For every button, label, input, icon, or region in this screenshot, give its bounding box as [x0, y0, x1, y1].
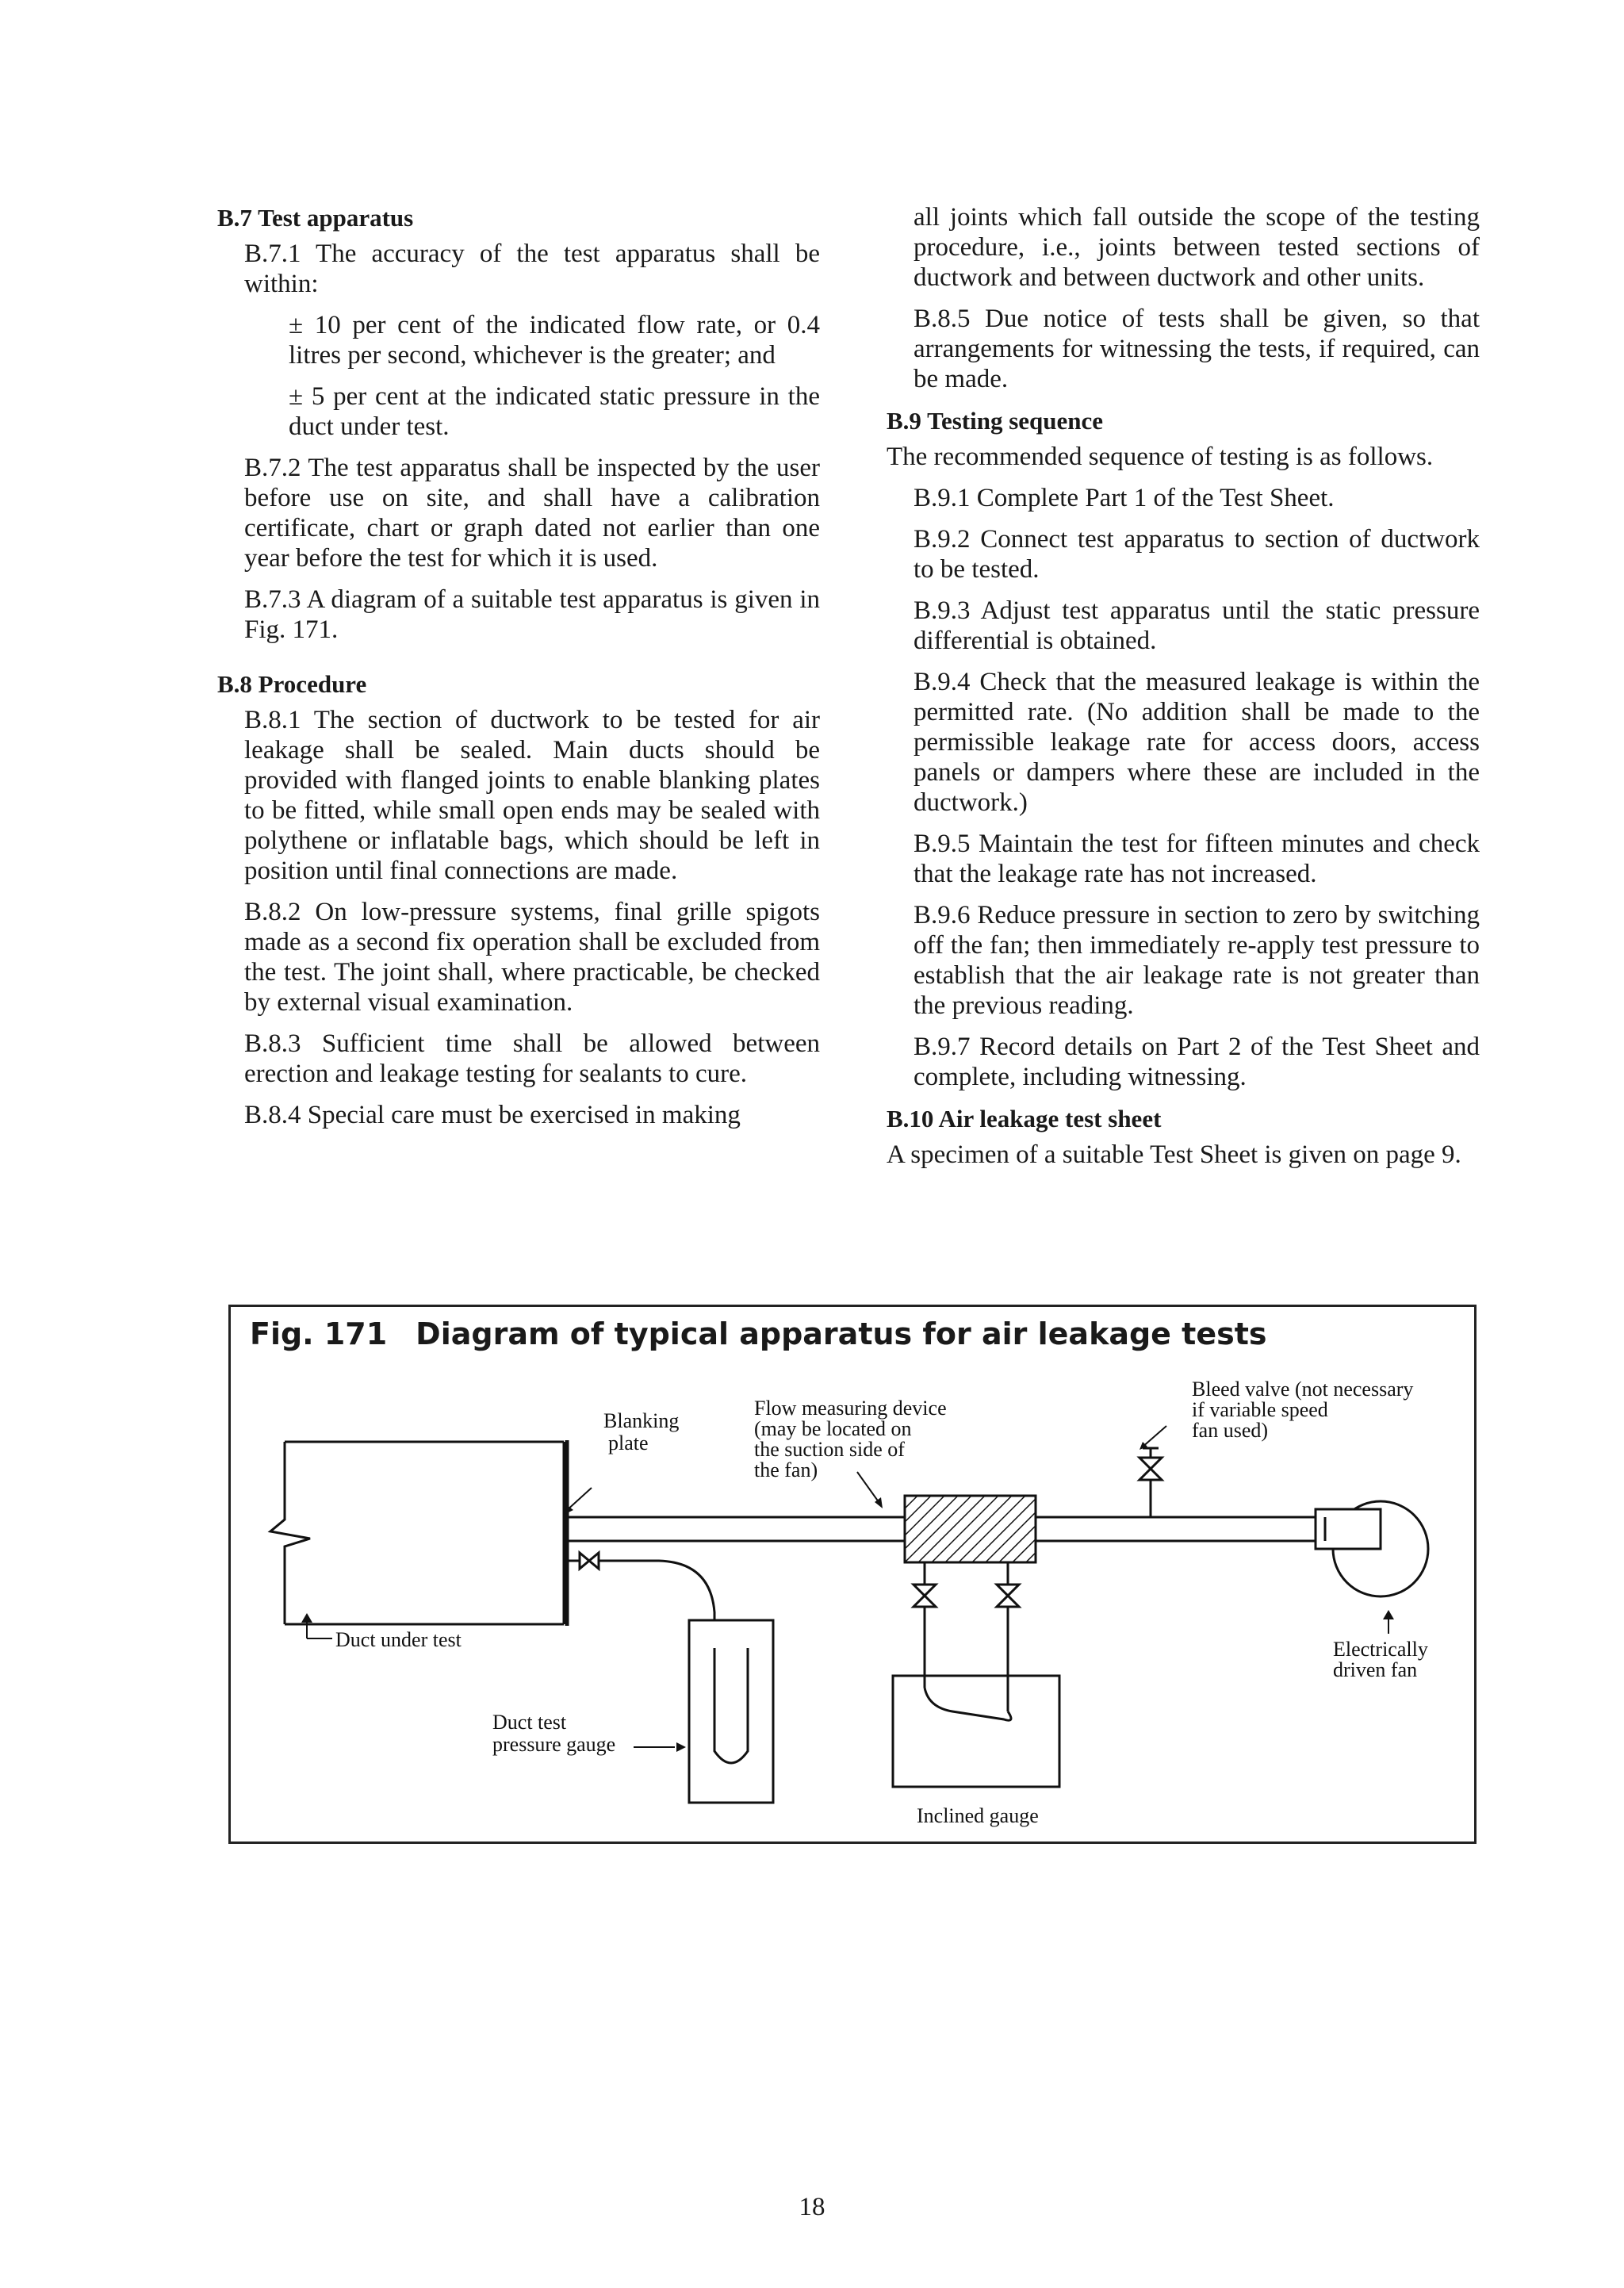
para-b8-4: B.8.4 Special care must be exercised in making — [244, 1101, 741, 1129]
flow-measuring-device — [905, 1496, 1036, 1562]
apparatus-diagram — [231, 1307, 1474, 1842]
label-fan-1: Electrically — [1333, 1638, 1428, 1661]
label-flow-1: Flow measuring device — [754, 1397, 947, 1420]
left-column — [217, 202, 820, 1141]
para-b9-5: B.9.5 Maintain the test for fifteen minutes and check that the leakage rate has not increased. — [914, 830, 1480, 888]
label-flow-3: the suction side of — [754, 1438, 905, 1461]
figure-number: Fig. 171 — [250, 1316, 388, 1351]
para-b9-3: B.9.3 Adjust test apparatus until the static pressure differential is obtained. — [914, 596, 1480, 655]
label-inclined-gauge: Inclined gauge — [917, 1804, 1039, 1827]
figure-171 — [228, 1305, 1477, 1844]
heading-b9: B.9 Testing sequence — [887, 407, 1104, 435]
para-b7-1: B.7.1 The accuracy of the test apparatus shall be within: — [244, 240, 820, 298]
duct-under-test-shape — [270, 1442, 564, 1624]
figure-caption: Diagram of typical apparatus for air leakage tests — [416, 1316, 1267, 1351]
label-gauge-1: Duct test — [492, 1711, 567, 1734]
heading-b8: B.8 Procedure — [217, 670, 367, 698]
label-bleed-2: if variable speed — [1192, 1398, 1328, 1421]
para-b7-3: B.7.3 A diagram of a suitable test apparatus is given in Fig. 171. — [244, 585, 820, 644]
para-b8-1: B.8.1 The section of ductwork to be tested for air leakage shall be sealed. Main ducts should be provided with flanged joints to enable blanking plates to be fitted, while small open ends may be sealed with polythene or inflatable bags, which should be left in position until final connections are made. — [244, 706, 820, 885]
heading-b7: B.7 Test apparatus — [217, 204, 414, 232]
para-b9-4: B.9.4 Check that the measured leakage is within the permitted rate. (No addition shall be made to the permissible leakage rate for access doors, access panels or dampers where these are included in the ductwork.) — [914, 668, 1480, 817]
para-b8-4-cont: all joints which fall outside the scope of the testing procedure, i.e., joints between tested sections of ductwork and between ductwork and other units. — [914, 203, 1480, 292]
para-b8-2: B.8.2 On low-pressure systems, final grille spigots made as a second fix operation shall be excluded from the test. The joint shall, where practicable, be checked by external visual examination. — [244, 898, 820, 1017]
para-b9-2: B.9.2 Connect test apparatus to section of ductwork to be tested. — [914, 525, 1480, 584]
para-b7-1-b: ± 5 per cent at the indicated static pressure in the duct under test. — [289, 382, 820, 441]
label-blanking-2: plate — [608, 1431, 649, 1454]
duct-test-pressure-gauge — [567, 1553, 773, 1803]
fan-shape — [1316, 1501, 1428, 1596]
inclined-gauge — [893, 1562, 1059, 1787]
page-number: 18 — [799, 2193, 825, 2221]
para-b8-3: B.8.3 Sufficient time shall be allowed between erection and leakage testing for sealants to cure. — [244, 1029, 820, 1088]
label-flow-2: (may be located on — [754, 1417, 912, 1440]
heading-b10: B.10 Air leakage test sheet — [887, 1105, 1162, 1133]
leader-lines — [307, 1426, 1388, 1747]
para-b9-6: B.9.6 Reduce pressure in section to zero by switching off the fan; then immediately re-apply test pressure to establish that the air leakage rate is not greater than the previous reading. — [914, 901, 1480, 1020]
label-duct-under-test: Duct under test — [335, 1628, 462, 1651]
label-bleed-1: Bleed valve (not necessary — [1192, 1378, 1414, 1401]
label-fan-2: driven fan — [1333, 1658, 1418, 1681]
para-b10: A specimen of a suitable Test Sheet is given on page 9. — [887, 1140, 1461, 1169]
right-column — [887, 202, 1480, 1181]
para-b7-2: B.7.2 The test apparatus shall be inspected by the user before use on site, and shall have a calibration certificate, chart or graph dated not earlier than one year before the test for which it is used. — [244, 454, 820, 573]
para-b9-intro: The recommended sequence of testing is as follows. — [887, 443, 1434, 471]
label-flow-4: the fan) — [754, 1458, 818, 1481]
para-b9-7: B.9.7 Record details on Part 2 of the Test Sheet and complete, including witnessing. — [914, 1033, 1480, 1091]
label-bleed-3: fan used) — [1192, 1419, 1269, 1442]
para-b7-1-a: ± 10 per cent of the indicated flow rate, or 0.4 litres per second, whichever is the greater; and — [289, 311, 820, 370]
figure-title — [250, 1316, 1267, 1351]
label-blanking-1: Blanking — [603, 1409, 680, 1432]
label-gauge-2: pressure gauge — [492, 1733, 616, 1756]
para-b9-1: B.9.1 Complete Part 1 of the Test Sheet. — [914, 484, 1335, 512]
para-b8-5: B.8.5 Due notice of tests shall be given, so that arrangements for witnessing the tests, if required, can be made. — [914, 305, 1480, 393]
bleed-valve — [1139, 1448, 1162, 1517]
